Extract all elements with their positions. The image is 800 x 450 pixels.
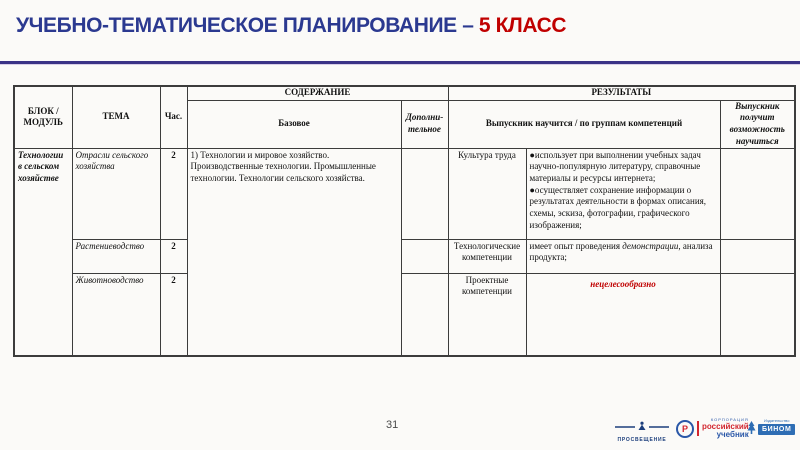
header-additional: Дополни-тельное [401,100,448,148]
publisher-logos [610,415,798,445]
rossiysky-uchebnik-monogram-icon: Р [676,420,694,438]
page-number: 31 [386,419,399,431]
header-block-module: БЛОК / МОДУЛЬ [14,86,72,148]
cell-learn-1 [526,148,720,239]
binom-top-label: Издательство [763,418,790,423]
cell-theme-2: Растениеводство [72,239,160,273]
cell-hours-1: 2 [160,148,187,239]
header-basic: Базовое [187,100,401,148]
cell-additional-3-empty [401,273,448,356]
header-hours: Час. [160,86,187,148]
rossiysky-uchebnik-wordmark [702,418,749,439]
header-content-group: СОДЕРЖАНИЕ [187,86,448,100]
inexpedient-note: нецелесообразно [590,278,656,289]
cell-opportunity-2-empty [720,239,795,273]
cell-theme-3: Животноводство [72,273,160,356]
cell-opportunity-3-empty [720,273,795,356]
prosveshchenie-emblem-icon [614,421,670,431]
binom-logo [747,419,795,435]
cell-theme-1: Отрасли сельского хозяйства [72,148,160,239]
cell-additional-1-empty [401,148,448,239]
cell-hours-3: 2 [160,273,187,356]
learn-bullet-2: ●осуществляет сохранение информации о результатах деятельности в формах описания, схемы, эскиза, фотографии, графического изображения; [529,184,707,230]
rossiysky-uchebnik-divider [697,421,699,436]
learn-bullet-1: ●использует при выполнении учебных задач научно-популярную литературу, справочные материалы и ресурсы интернета; [529,149,701,183]
cell-block-module: Технологии в сельском хозяйстве [14,148,72,356]
binom-tree-icon [747,421,756,435]
header-will-learn: Выпускник научится / по группам компетенций [448,100,720,148]
header-results-group: РЕЗУЛЬТАТЫ [448,86,795,100]
cell-competency-3: Проектные компетенции [448,273,526,356]
prosveshchenie-logo [613,418,671,443]
cell-hours-2: 2 [160,239,187,273]
header-opportunity: Выпускник получит возможность научиться [720,100,795,148]
rossiysky-uchebnik-line1: российский [702,422,749,431]
cell-basic-content: 1) Технологии и мировое хозяйство. Производственные технологии. Промышленные технологии. Технологии сельского хозяйства. [187,148,401,356]
rossiysky-uchebnik-logo [676,418,749,439]
binom-label: БИНОМ [758,424,795,435]
cell-opportunity-1-empty [720,148,795,239]
page-title [16,14,776,38]
rossiysky-uchebnik-line2: учебник [716,430,749,439]
learn-text-prefix: имеет опыт проведения [529,240,623,251]
binom-wordmark [758,419,795,435]
cell-additional-2-empty [401,239,448,273]
header-theme: ТЕМА [72,86,160,148]
cell-learn-2 [526,239,720,273]
planning-table [13,85,796,357]
title-divider [0,61,800,65]
page-title-accent: 5 КЛАСС [478,14,567,37]
cell-competency-1: Культура труда [448,148,526,239]
cell-competency-2: Технологические компетенции [448,239,526,273]
rossiysky-uchebnik-top-label: КОРПОРАЦИЯ [710,417,749,422]
learn-text-italic: демонстрации [622,240,679,251]
prosveshchenie-label: ПРОСВЕЩЕНИЕ [617,437,667,443]
page-title-main: УЧЕБНО-ТЕМАТИЧЕСКОЕ ПЛАНИРОВАНИЕ – [16,14,479,37]
learn-text-suffix: , анализа продукта; [529,240,713,263]
cell-learn-3 [526,273,720,356]
